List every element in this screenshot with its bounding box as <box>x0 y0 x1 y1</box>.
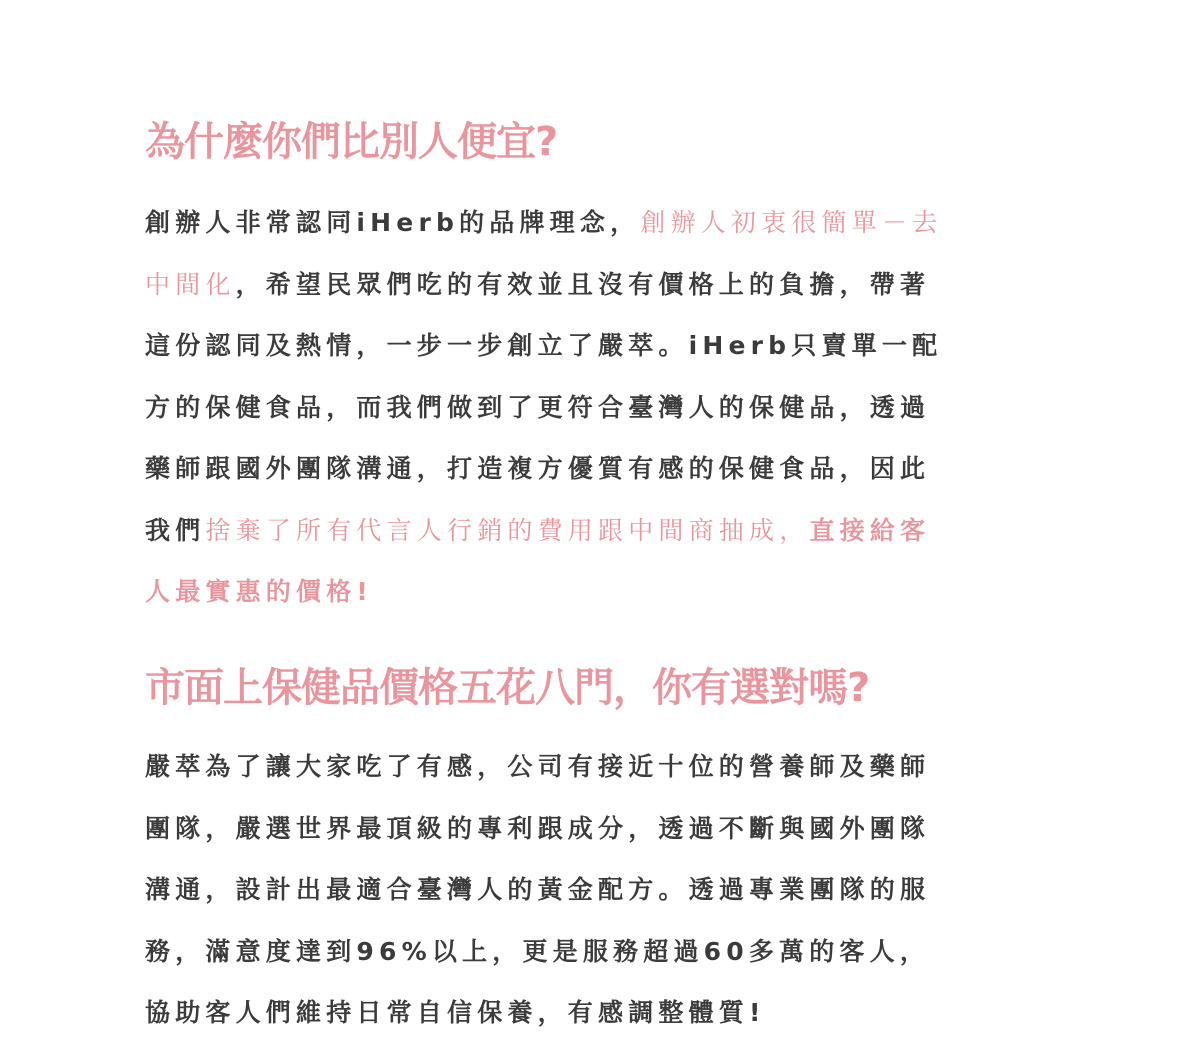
paragraph-line <box>145 192 942 254</box>
paragraph-line <box>145 377 942 439</box>
paragraph-line <box>145 500 942 562</box>
section-heading: 為什麼你們比別人便宜? <box>145 119 558 165</box>
highlight-bold-span: 人最實惠的價格! <box>145 577 374 606</box>
text-span: 方的保健食品，而我們做到了更符合臺灣人的保健品，透過 <box>145 392 931 422</box>
highlight-span: 創辦人初衷很簡單－去 <box>640 208 943 237</box>
paragraph-line: 協助客人們維持日常自信保養，有感調整體質! <box>145 998 766 1027</box>
text-span: 藥師跟國外團隊溝通，打造複方優質有感的保健食品，因此 <box>145 454 931 483</box>
text-span: 我們 <box>145 515 206 545</box>
section-choose-right <box>145 663 1065 1027</box>
text-span: 這份認同及熱情，一步一步創立了嚴萃。iHerb只賣單一配 <box>145 331 943 360</box>
section-heading: 市面上保健品價格五花八門，你有選對嗎? <box>145 665 870 711</box>
highlight-span: 中間化 <box>145 269 236 299</box>
section-paragraph <box>145 736 930 1044</box>
text-span: ，希望民眾們吃的有效並且沒有價格上的負擔，帶著 <box>235 269 931 299</box>
paragraph-line <box>145 561 942 623</box>
highlight-span: 捨棄了所有代言人行銷的費用跟中間商抽成， <box>205 515 810 545</box>
section-why-cheaper <box>145 117 1065 606</box>
highlight-bold-span: 直接給客 <box>809 515 931 545</box>
text-span: 創辦人非常認同iHerb的品牌理念， <box>145 208 641 237</box>
section-paragraph <box>145 192 942 623</box>
paragraph-line: 溝通，設計出最適合臺灣人的黃金配方。透過專業團隊的服 <box>145 875 931 904</box>
paragraph-line: 團隊，嚴選世界最頂級的專利跟成分，透過不斷與國外團隊 <box>145 813 931 843</box>
paragraph-line <box>145 438 942 500</box>
paragraph-line: 務，滿意度達到96%以上，更是服務超過60多萬的客人， <box>145 936 931 966</box>
paragraph-line <box>145 315 942 377</box>
paragraph-line <box>145 254 942 316</box>
paragraph-line: 嚴萃為了讓大家吃了有感，公司有接近十位的營養師及藥師 <box>145 752 931 781</box>
